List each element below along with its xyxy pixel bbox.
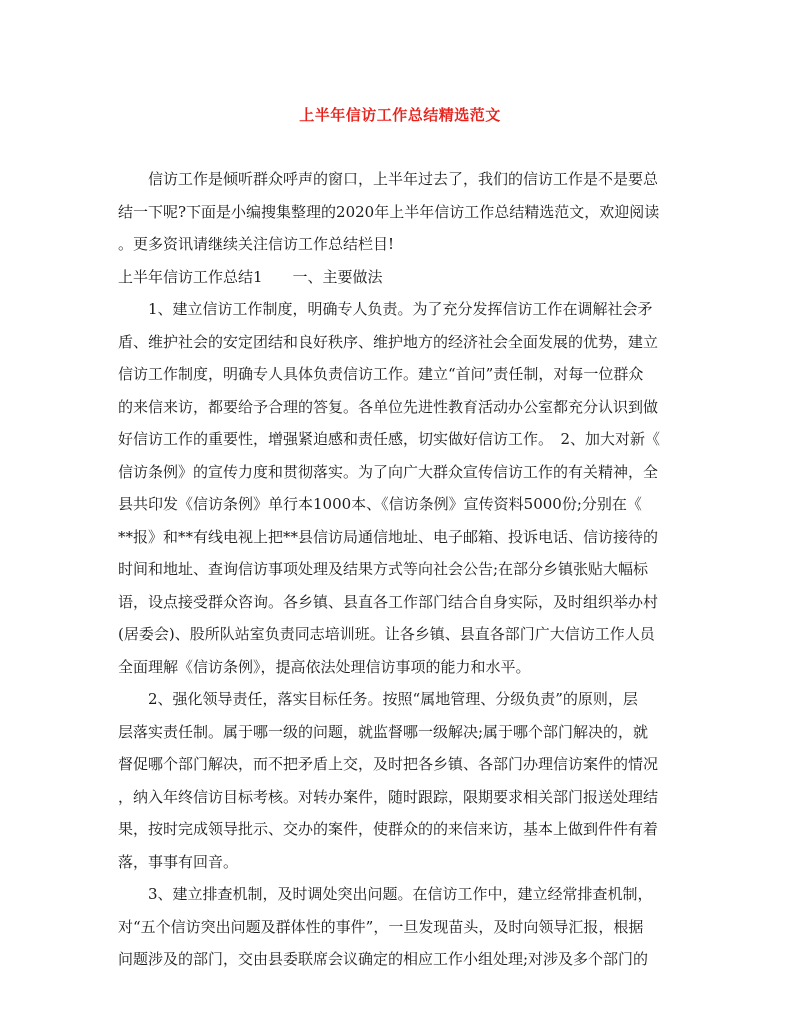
text-line: **报》和**有线电视上把**县信访局通信地址、电子邮箱、投诉电话、信访接待的 — [118, 527, 659, 546]
text-line: 盾、维护社会的安定团结和良好秩序、维护地方的经济社会全面发展的优势，建立 — [118, 332, 659, 351]
text-line: 时间和地址、查询信访事项处理及结果方式等向社会公告;在部分乡镇张贴大幅标 — [118, 560, 649, 578]
text-line: 信访条例》的宣传力度和贯彻落实。为了向广大群众宣传信访工作的有关精神，全 — [118, 462, 659, 481]
text-line: 信访工作制度，明确专人具体负责信访工作。建立“首问”责任制，对每一位群众 — [118, 365, 644, 383]
text-line: 结一下呢?下面是小编搜集整理的2020年上半年信访工作总结精选范文，欢迎阅读 — [118, 202, 660, 221]
text-line: ，纳入年终信访目标考核。对转办案件，随时跟踪，限期要求相关部门报送处理结 — [118, 787, 659, 806]
text-line: 问题涉及的部门，交由县委联席会议确定的相应工作小组处理;对涉及多个部门的 — [118, 950, 649, 968]
text-line: 3、建立排查机制，及时调处突出问题。在信访工作中，建立经常排查机制， — [118, 885, 653, 903]
text-line: 督促哪个部门解决，而不把矛盾上交，及时把各乡镇、各部门办理信访案件的情况 — [118, 755, 659, 773]
text-line: 上半年信访工作总结1 一、主要做法 — [118, 267, 383, 286]
text-line: 信访工作是倾听群众呼声的窗口，上半年过去了，我们的信访工作是不是要总 — [118, 170, 659, 188]
text-line: 2、强化领导责任，落实目标任务。按照“属地管理、分级负责”的原则，层 — [118, 690, 638, 708]
document-title: 上半年信访工作总结精选范文 — [299, 106, 501, 124]
document-body — [118, 163, 688, 976]
text-line: (居委会)、股所队站室负责同志培训班。让各乡镇、县直各部门广大信访工作人员 — [118, 625, 655, 643]
text-line: 好信访工作的重要性，增强紧迫感和责任感，切实做好信访工作。 2、加大对新《 — [118, 430, 661, 448]
text-line: 全面理解《信访条例》，提高依法处理信访事项的能力和水平。 — [118, 657, 531, 676]
text-line: 层落实责任制。属于哪一级的问题，就监督哪一级解决;属于哪个部门解决的，就 — [118, 722, 649, 741]
text-line: 1、建立信访工作制度，明确专人负责。为了充分发挥信访工作在调解社会矛 — [118, 300, 653, 318]
text-line: 果，按时完成领导批示、交办的案件，使群众的的来信来访，基本上做到件件有着 — [118, 820, 659, 838]
text-line: 对“五个信访突出问题及群体性的事件”，一旦发现苗头，及时向领导汇报，根据 — [118, 917, 644, 936]
text-line: 语，设点接受群众咨询。各乡镇、县直各工作部门结合自身实际，及时组织举办村 — [118, 592, 659, 611]
text-line: 落，事事有回音。 — [118, 852, 239, 871]
text-line: 。更多资讯请继续关注信访工作总结栏目! — [118, 235, 395, 253]
text-line: 的来信来访，都要给予合理的答复。各单位先进性教育活动办公室都充分认识到做 — [118, 397, 659, 416]
text-line: 县共印发《信访条例》单行本1000本、《信访条例》宣传资料5000份;分别在《 — [118, 495, 642, 513]
